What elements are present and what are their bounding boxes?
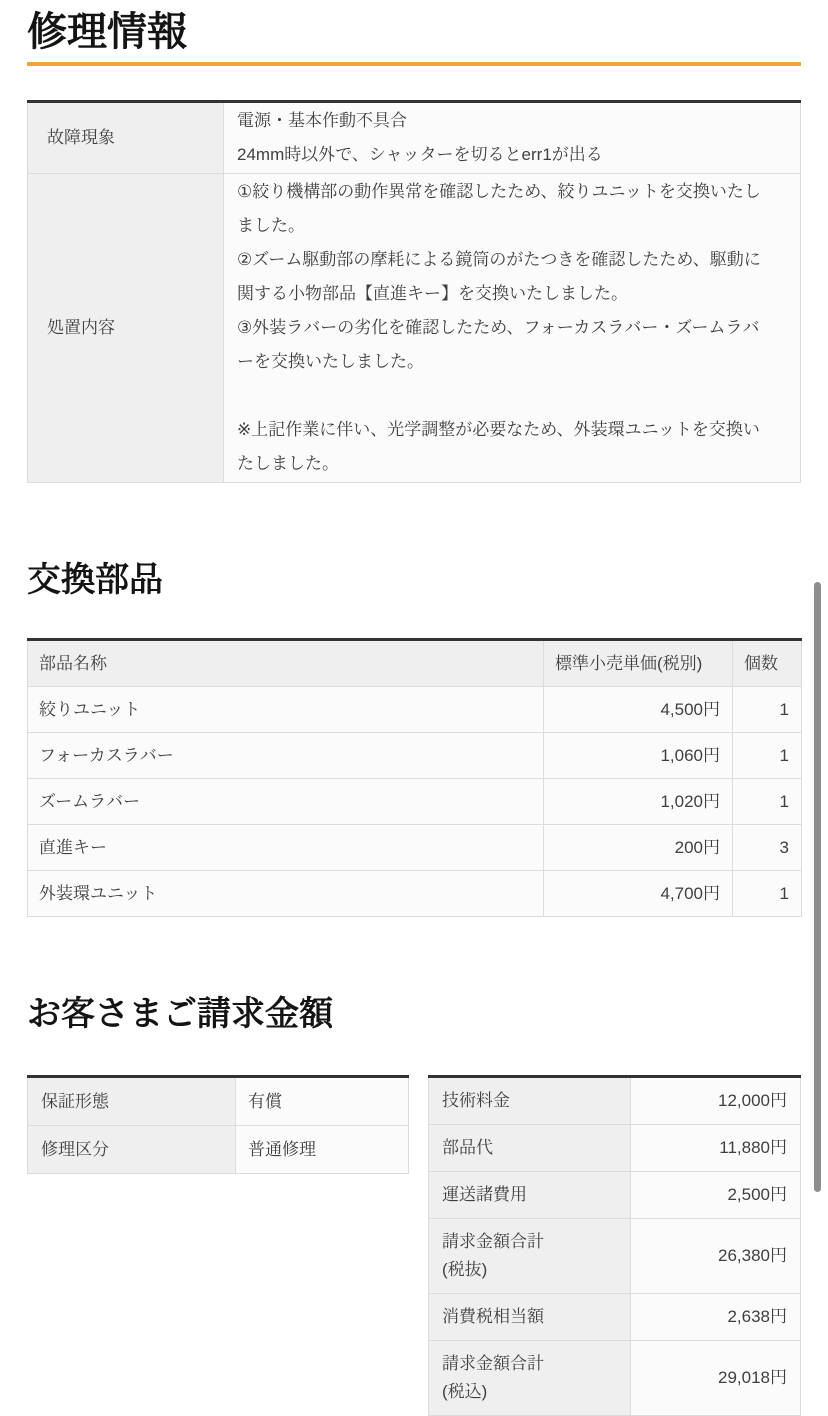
warranty-table <box>27 1075 409 1174</box>
table-row <box>429 1341 801 1416</box>
treatment-value <box>224 174 801 483</box>
warranty-type-value: 有償 <box>236 1077 409 1126</box>
failure-symptom-value <box>224 102 801 174</box>
failure-symptom-text: 電源・基本作動不具合 24mm時以外で、シャッターを切るとerr1が出る <box>237 111 603 164</box>
part-row <box>28 870 802 916</box>
charge-value: 11,880円 <box>631 1125 801 1172</box>
table-row <box>28 1126 409 1174</box>
charge-value: 2,500円 <box>631 1172 801 1219</box>
part-qty: 3 <box>733 824 802 870</box>
part-qty: 1 <box>733 732 802 778</box>
part-name: 直進キー <box>28 824 544 870</box>
part-price: 1,060円 <box>544 732 733 778</box>
treatment-label: 処置内容 <box>28 174 224 483</box>
column-header-part-name: 部品名称 <box>28 639 544 686</box>
parts-table <box>27 638 802 917</box>
parts-header-row <box>28 639 802 686</box>
part-name: 外装環ユニット <box>28 870 544 916</box>
charges-table <box>428 1075 801 1416</box>
table-row <box>429 1294 801 1341</box>
part-price: 1,020円 <box>544 778 733 824</box>
section-title-billing: お客さまご請求金額 <box>27 994 333 1033</box>
part-row <box>28 686 802 732</box>
repair-info-table <box>27 100 801 483</box>
part-qty: 1 <box>733 686 802 732</box>
treatment-text: ①絞り機構部の動作異常を確認したため、絞りユニットを交換いたしました。 ②ズーム駆動部の摩耗による鏡筒のがたつきを確認したため、駆動に関する小物部品【直進キー】を交換いたしました。 ③外装ラバーの劣化を確認したため、フォーカスラバー・ズームラバーを交換いたしました。 ※上記作業に伴い、光学調整が必要なため、外装環ユニットを交換いたしました。 <box>237 182 761 473</box>
part-price: 4,700円 <box>544 870 733 916</box>
table-row <box>429 1077 801 1125</box>
part-price: 4,500円 <box>544 686 733 732</box>
part-price: 200円 <box>544 824 733 870</box>
section-title-parts: 交換部品 <box>27 561 163 599</box>
charge-label: 技術料金 <box>429 1077 631 1125</box>
billing-tables <box>27 1075 801 1416</box>
charge-value: 29,018円 <box>631 1341 801 1416</box>
column-header-quantity: 個数 <box>733 639 802 686</box>
part-row <box>28 778 802 824</box>
column-header-unit-price: 標準小売単価(税別) <box>544 639 733 686</box>
table-row <box>28 1077 409 1126</box>
scrollbar-thumb[interactable] <box>814 582 821 1192</box>
failure-symptom-label: 故障現象 <box>28 102 224 174</box>
part-row <box>28 824 802 870</box>
table-row <box>429 1172 801 1219</box>
part-qty: 1 <box>733 778 802 824</box>
table-row <box>28 102 801 174</box>
warranty-type-label: 保証形態 <box>28 1077 236 1126</box>
table-row <box>28 174 801 483</box>
charge-value: 12,000円 <box>631 1077 801 1125</box>
part-name: ズームラバー <box>28 778 544 824</box>
charge-label: 消費税相当額 <box>429 1294 631 1341</box>
charge-value: 26,380円 <box>631 1219 801 1294</box>
page-title: 修理情報 <box>27 0 801 66</box>
repair-category-label: 修理区分 <box>28 1126 236 1174</box>
charge-label: 請求金額合計 (税込) <box>429 1341 631 1416</box>
repair-category-value: 普通修理 <box>236 1126 409 1174</box>
part-qty: 1 <box>733 870 802 916</box>
part-name: フォーカスラバー <box>28 732 544 778</box>
charge-label: 請求金額合計 (税抜) <box>429 1219 631 1294</box>
table-row <box>429 1125 801 1172</box>
part-name: 絞りユニット <box>28 686 544 732</box>
charge-value: 2,638円 <box>631 1294 801 1341</box>
part-row <box>28 732 802 778</box>
charge-label: 部品代 <box>429 1125 631 1172</box>
charge-label: 運送諸費用 <box>429 1172 631 1219</box>
table-row <box>429 1219 801 1294</box>
